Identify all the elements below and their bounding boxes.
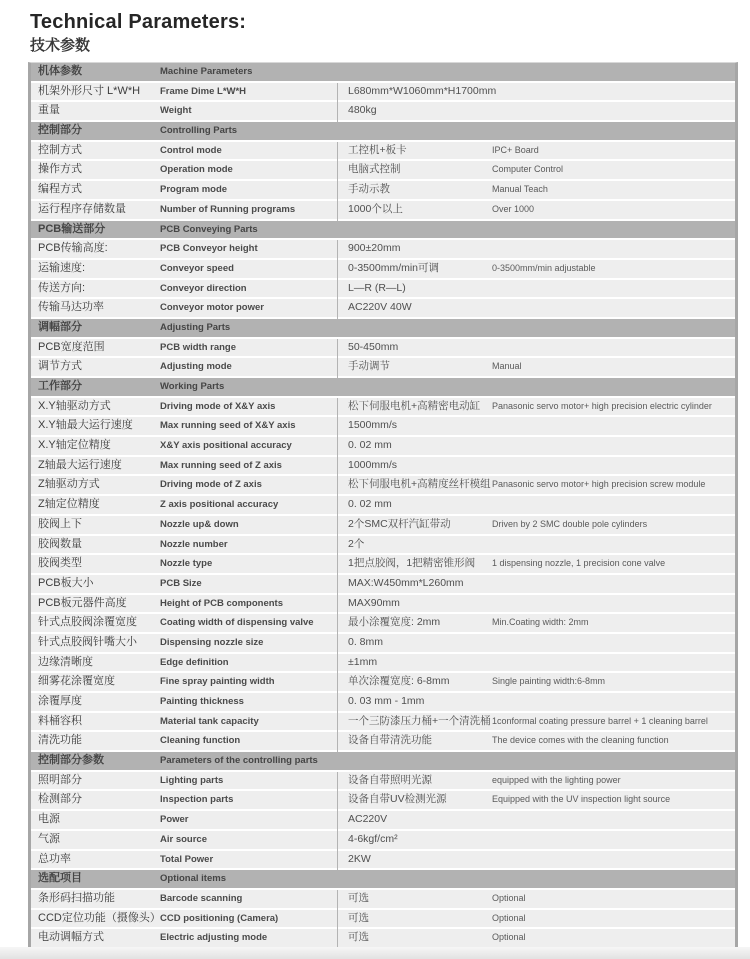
param-name-en: Material tank capacity	[160, 715, 259, 727]
param-name-cn: X.Y轴驱动方式	[38, 399, 111, 412]
param-value-cn: 50-450mm	[348, 340, 399, 353]
param-value-en: The device comes with the cleaning function	[492, 735, 669, 746]
param-name-en: Painting thickness	[160, 696, 244, 707]
param-name-cn: PCB板大小	[38, 576, 94, 589]
section-title-cn: 工作部分	[38, 380, 82, 392]
param-value-en: Manual	[492, 361, 522, 372]
param-value-cn: 设备自带清洗功能	[348, 734, 432, 747]
param-name-en: Weight	[160, 105, 192, 117]
param-name-cn: 运输速度:	[38, 261, 86, 274]
table-row	[31, 910, 735, 928]
param-name-en: Coating width of dispensing valve	[160, 617, 314, 629]
table-row	[31, 161, 735, 179]
param-name-en: Cleaning function	[160, 735, 241, 747]
param-name-en: PCB width range	[160, 341, 237, 353]
param-value-cn: 0. 02 mm	[348, 498, 392, 511]
param-value-en: equipped with the lighting power	[492, 774, 621, 785]
table-row	[31, 437, 735, 455]
param-value-cn: MAX:W450mm*L260mm	[348, 576, 464, 589]
param-name-cn: 针式点胶阀针嘴大小	[38, 635, 137, 648]
param-name-cn: 调节方式	[38, 360, 82, 373]
table-row	[31, 417, 735, 435]
table-row	[31, 673, 735, 691]
param-value-cn: 0. 8mm	[348, 635, 384, 648]
param-name-cn: Z轴最大运行速度	[38, 458, 122, 471]
param-name-cn: 总功率	[38, 852, 71, 865]
bottom-shade	[0, 947, 750, 959]
param-value-en: Over 1000	[492, 203, 535, 214]
table-row	[31, 496, 735, 514]
table-row	[31, 732, 735, 750]
param-value-en: Optional	[492, 892, 526, 903]
param-value-en: Optional	[492, 932, 526, 943]
param-name-cn: 照明部分	[38, 773, 82, 786]
param-name-en: X&Y axis positional accuracy	[160, 440, 292, 452]
param-name-en: Height of PCB components	[160, 597, 283, 609]
table-row	[31, 181, 735, 199]
param-value-en: Equipped with the UV inspection light source	[492, 794, 671, 805]
param-name-cn: 清洗功能	[38, 734, 82, 747]
param-value-cn: 工控机+板卡	[348, 143, 407, 156]
param-name-en: Nozzle type	[160, 558, 213, 570]
param-name-en: CCD positioning (Camera)	[160, 912, 279, 924]
param-name-cn: CCD定位功能（摄像头）	[38, 911, 161, 924]
section-header-row	[31, 319, 735, 337]
param-value-en: Panasonic servo motor+ high precision screw module	[492, 479, 706, 490]
table-row	[31, 299, 735, 317]
param-value-cn: 0. 03 mm - 1mm	[348, 695, 425, 707]
param-value-cn: 1000个以上	[348, 202, 403, 215]
param-value-cn: 电脑式控制	[348, 163, 401, 176]
table-row	[31, 831, 735, 849]
param-name-cn: 编程方式	[38, 183, 82, 196]
param-name-en: Conveyor direction	[160, 282, 247, 294]
table-row	[31, 536, 735, 554]
param-name-cn: 传送方向:	[38, 281, 86, 294]
table-row	[31, 102, 735, 120]
param-name-en: Control mode	[160, 144, 222, 156]
table-row	[31, 280, 735, 298]
table-row	[31, 890, 735, 908]
param-name-en: Adjusting mode	[160, 361, 232, 373]
table-row	[31, 772, 735, 790]
param-value-en: Min.Coating width: 2mm	[492, 617, 589, 628]
param-name-en: Electric adjusting mode	[160, 932, 268, 944]
param-value-cn: L—R (R—L)	[348, 281, 406, 294]
param-name-cn: Z轴驱动方式	[38, 478, 100, 491]
param-name-cn: 气源	[38, 832, 60, 845]
param-name-cn: 细雾花涂覆宽度	[38, 675, 115, 688]
param-name-en: Nozzle up& down	[160, 518, 239, 530]
section-title-cn: 机体参数	[38, 65, 82, 77]
param-value-cn: 设备自带照明光源	[348, 773, 432, 786]
param-name-cn: 条形码扫描功能	[38, 891, 115, 904]
section-title-cn: 调幅部分	[38, 320, 82, 333]
param-value-cn: 2个	[348, 537, 365, 550]
param-name-cn: 控制方式	[38, 143, 82, 156]
section-title-en: Adjusting Parts	[160, 321, 231, 333]
param-value-en: 1 dispensing nozzle, 1 precision cone valve	[492, 558, 666, 569]
param-value-cn: 松下伺服电机+高精度丝杆模组	[348, 478, 491, 491]
param-value-en: IPC+ Board	[492, 144, 539, 155]
param-value-cn: AC220V	[348, 813, 388, 826]
table-row	[31, 811, 735, 829]
table-row	[31, 201, 735, 219]
section-title-cn: PCB输送部分	[38, 222, 106, 235]
param-value-cn: 2KW	[348, 852, 371, 865]
param-name-en: Dispensing nozzle size	[160, 636, 264, 648]
param-name-cn: X.Y轴最大运行速度	[38, 419, 133, 432]
table-row	[31, 614, 735, 632]
param-value-en: Optional	[492, 912, 526, 923]
param-name-en: Fine spray painting width	[160, 676, 275, 688]
param-name-cn: 边缘清晰度	[38, 655, 93, 668]
param-name-en: Lighting parts	[160, 774, 224, 786]
param-value-cn: 可选	[348, 931, 369, 944]
param-value-cn: 0-3500mm/min可调	[348, 261, 440, 274]
param-value-cn: L680mm*W1060mm*H1700mm	[348, 84, 497, 97]
param-name-en: Driving mode of X&Y axis	[160, 400, 276, 412]
param-value-cn: 1把点胶阀，1把精密锥形阀	[348, 557, 476, 570]
table-row	[31, 516, 735, 534]
param-name-en: PCB Conveyor height	[160, 243, 258, 255]
param-value-en: Driven by 2 SMC double pole cylinders	[492, 518, 648, 529]
param-name-en: Program mode	[160, 184, 228, 196]
param-value-en: Computer Control	[492, 164, 564, 175]
param-value-en: 1conformal coating pressure barrel + 1 cleaning barrel	[492, 715, 708, 726]
section-title-en: Optional items	[160, 873, 226, 885]
param-name-cn: 电源	[38, 813, 60, 826]
section-header-row	[31, 752, 735, 770]
param-name-cn: X.Y轴定位精度	[38, 439, 111, 452]
param-value-cn: 1500mm/s	[348, 419, 398, 432]
table-row	[31, 851, 735, 869]
table-row	[31, 83, 735, 101]
param-name-cn: 检测部分	[38, 793, 82, 806]
param-name-en: Nozzle number	[160, 538, 228, 550]
table-row	[31, 358, 735, 376]
param-name-en: Number of Running programs	[160, 203, 296, 215]
section-title-en: Machine Parameters	[160, 66, 253, 77]
param-name-cn: 重量	[38, 104, 60, 117]
table-row	[31, 929, 735, 947]
table-row	[31, 476, 735, 494]
param-name-cn: 胶阀数量	[38, 537, 82, 550]
table-row	[31, 654, 735, 672]
section-title-cn: 控制部分	[38, 124, 82, 137]
section-title-en: PCB Conveying Parts	[160, 223, 258, 235]
param-value-cn: 单次涂覆宽度: 6-8mm	[348, 675, 450, 688]
section-title-cn: 选配项目	[38, 872, 82, 885]
param-name-cn: 电动调幅方式	[38, 931, 104, 944]
param-name-cn: 运行程序存储数量	[38, 202, 126, 215]
param-value-cn: 手动示教	[348, 183, 390, 196]
param-value-cn: 可选	[348, 911, 369, 924]
param-name-en: Driving mode of Z axis	[160, 479, 262, 491]
param-name-cn: PCB板元器件高度	[38, 596, 127, 609]
page-title: Technical Parameters:	[30, 11, 247, 33]
section-header-row	[31, 63, 735, 81]
param-name-cn: 胶阀类型	[38, 557, 82, 570]
param-value-cn: 0. 02 mm	[348, 439, 392, 452]
param-name-en: Power	[160, 814, 189, 826]
param-value-cn: 最小涂覆宽度: 2mm	[348, 616, 441, 629]
param-value-cn: 手动调节	[348, 360, 390, 373]
param-name-en: Z axis positional accuracy	[160, 499, 279, 511]
table-row	[31, 339, 735, 357]
section-header-row	[31, 122, 735, 140]
table-row	[31, 240, 735, 258]
table-row	[31, 575, 735, 593]
param-name-en: Inspection parts	[160, 794, 234, 806]
param-name-en: Barcode scanning	[160, 892, 243, 904]
param-value-cn: 480kg	[348, 104, 377, 117]
section-title-en: Working Parts	[160, 381, 225, 392]
param-value-cn: 设备自带UV检测光源	[348, 793, 447, 806]
param-name-cn: 操作方式	[38, 163, 82, 176]
param-name-en: Frame Dime L*W*H	[160, 85, 247, 97]
param-name-cn: PCB宽度范围	[38, 340, 105, 353]
param-value-cn: 1000mm/s	[348, 458, 398, 471]
table-row	[31, 693, 735, 711]
section-header-row	[31, 378, 735, 396]
table-row	[31, 634, 735, 652]
param-name-en: Total Power	[160, 853, 214, 865]
table-row	[31, 457, 735, 475]
param-name-cn: 针式点胶阀涂覆宽度	[38, 616, 137, 629]
param-name-cn: 料桶容积	[38, 714, 82, 727]
table-row	[31, 713, 735, 731]
param-value-cn: 松下伺服电机+高精密电动缸	[348, 399, 481, 412]
param-value-en: Manual Teach	[492, 184, 548, 195]
param-value-cn: AC220V 40W	[348, 301, 412, 314]
param-name-en: Edge definition	[160, 656, 229, 668]
param-name-en: Conveyor speed	[160, 262, 234, 274]
param-name-en: Max running seed of Z axis	[160, 459, 282, 471]
table-row	[31, 398, 735, 416]
param-name-cn: 机架外形尺寸 L*W*H	[38, 84, 141, 97]
param-name-en: PCB Size	[160, 577, 202, 589]
page-subtitle: 技术参数	[30, 37, 91, 54]
table-row	[31, 555, 735, 573]
param-value-cn: MAX90mm	[348, 596, 400, 609]
section-title-en: Parameters of the controlling parts	[160, 755, 318, 767]
table-row	[31, 791, 735, 809]
param-name-en: Air source	[160, 833, 207, 845]
section-title-en: Controlling Parts	[160, 125, 238, 137]
param-name-en: Conveyor motor power	[160, 302, 264, 314]
param-name-cn: 传输马达功率	[38, 301, 104, 314]
param-value-cn: 一个三防漆压力桶+一个清洗桶	[348, 714, 491, 727]
param-value-en: Single painting width:6-8mm	[492, 676, 606, 687]
table-row	[31, 142, 735, 160]
section-header-row	[31, 221, 735, 239]
param-name-cn: 涂覆厚度	[38, 695, 82, 707]
param-value-cn: 2个SMC双杆汽缸带动	[348, 517, 451, 530]
section-title-cn: 控制部分参数	[38, 754, 104, 767]
param-value-cn: 900±20mm	[348, 242, 401, 255]
param-name-cn: 胶阀上下	[38, 517, 82, 530]
param-value-en: Panasonic servo motor+ high precision electric cylinder	[492, 400, 712, 411]
param-value-en: 0-3500mm/min adjustable	[492, 262, 596, 273]
param-value-cn: ±1mm	[348, 655, 378, 668]
param-value-cn: 4-6kgf/cm²	[348, 832, 398, 845]
table-row	[31, 260, 735, 278]
parameters-table	[28, 62, 738, 947]
page-header	[30, 10, 246, 55]
param-name-cn: Z轴定位精度	[38, 498, 100, 511]
param-value-cn: 可选	[348, 891, 369, 904]
table-row	[31, 595, 735, 613]
param-name-en: Max running seed of X&Y axis	[160, 420, 296, 432]
section-header-row	[31, 870, 735, 888]
param-name-cn: PCB传输高度:	[38, 242, 108, 255]
param-name-en: Operation mode	[160, 164, 233, 176]
